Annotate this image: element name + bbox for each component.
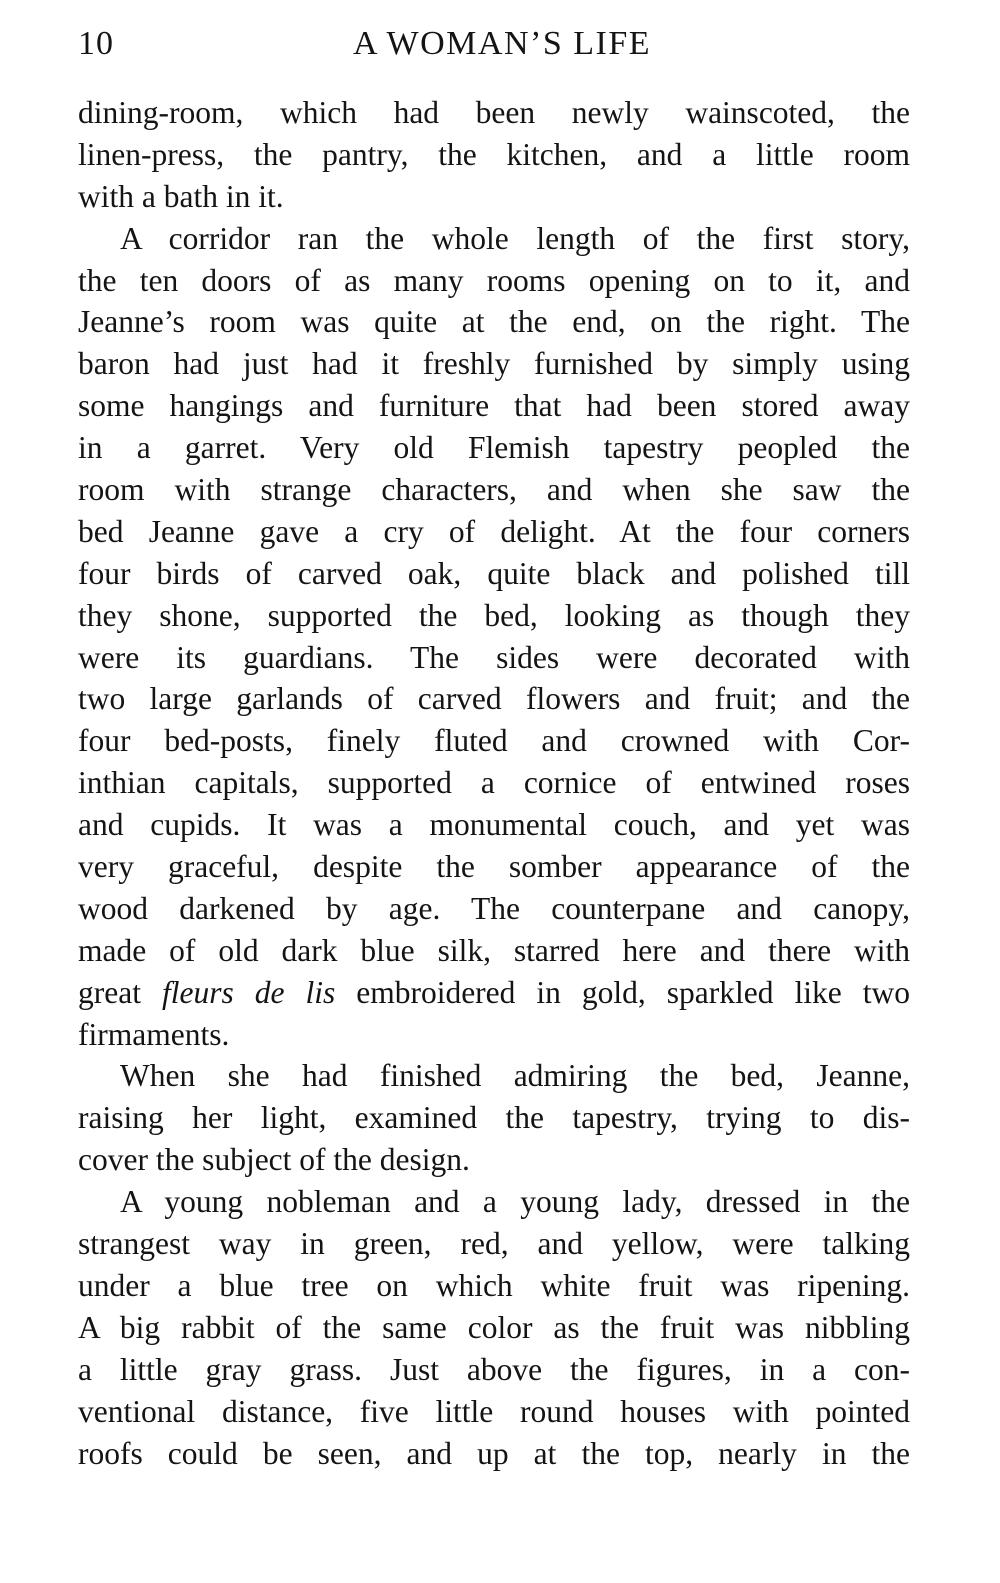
text-line: some hangings and furniture that had been stored away [78, 388, 910, 424]
text-line: in a garret. Very old Flemish tapestry peopled the [78, 430, 910, 466]
text-line: under a blue tree on which white fruit was ripening. [78, 1267, 910, 1303]
text-line: firmaments. [78, 1016, 230, 1052]
text-line: they shone, supported the bed, looking as though they [78, 597, 910, 633]
text-line: were its guardians. The sides were decorated with [78, 639, 910, 675]
body-text [78, 92, 910, 1474]
italic-phrase: fleurs de lis [161, 974, 336, 1010]
text-line: A corridor ran the whole length of the first story, [120, 220, 910, 256]
text-line: four bed-posts, finely fluted and crowned with Cor- [78, 723, 910, 759]
text-line: roofs could be seen, and up at the top, nearly in the [78, 1435, 910, 1471]
text-line: made of old dark blue silk, starred here and there with [78, 932, 910, 968]
text-line: very graceful, despite the somber appearance of the [78, 849, 910, 885]
page-number: 10 [78, 25, 114, 62]
text-line: four birds of carved oak, quite black and polished till [78, 555, 910, 591]
text-line: the ten doors of as many rooms opening on to it, and [78, 262, 910, 298]
text-line: linen-press, the pantry, the kitchen, and a little room [78, 136, 910, 172]
text-line-with-italic [78, 972, 910, 1014]
book-title: A WOMAN’S LIFE [352, 25, 652, 62]
text-line: baron had just had it freshly furnished by simply using [78, 346, 910, 382]
text-line: with a bath in it. [78, 178, 284, 214]
text-line: two large garlands of carved flowers and fruit; and the [78, 681, 910, 717]
text-line: A young nobleman and a young lady, dressed in the [120, 1184, 910, 1220]
text-line: strangest way in green, red, and yellow, were talking [78, 1226, 910, 1262]
text-line: wood darkened by age. The counterpane and canopy, [78, 890, 910, 926]
text-line: room with strange characters, and when she saw the [78, 472, 910, 508]
text-line: a little gray grass. Just above the figures, in a con- [78, 1351, 910, 1387]
text-line: raising her light, examined the tapestry, trying to dis- [78, 1100, 910, 1136]
text-line: bed Jeanne gave a cry of delight. At the four corners [78, 513, 910, 549]
text-line: When she had finished admiring the bed, Jeanne, [120, 1058, 910, 1094]
text-line: and cupids. It was a monumental couch, and yet was [78, 807, 910, 843]
text-fragment: embroidered in gold, sparkled like two [335, 974, 910, 1010]
running-head [78, 20, 910, 68]
text-line: dining-room, which had been newly wainscoted, the [78, 95, 910, 130]
text-line: A big rabbit of the same color as the fruit was nibbling [78, 1309, 910, 1345]
text-line: cover the subject of the design. [78, 1142, 470, 1178]
text-line: Jeanne’s room was quite at the end, on the right. The [78, 304, 910, 340]
text-fragment: great [78, 974, 162, 1010]
text-line: ventional distance, five little round houses with pointed [78, 1393, 910, 1429]
text-line: inthian capitals, supported a cornice of entwined roses [78, 765, 910, 801]
